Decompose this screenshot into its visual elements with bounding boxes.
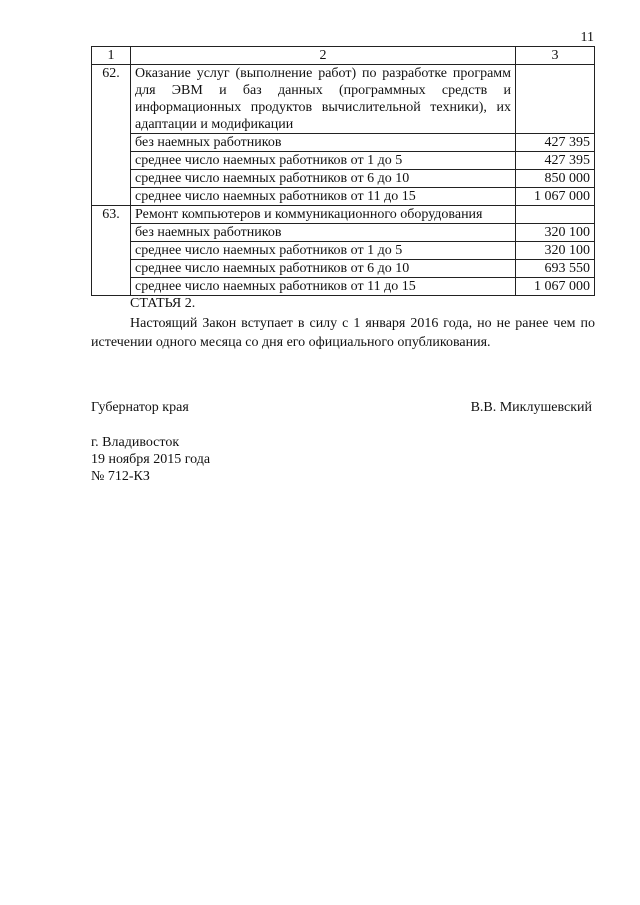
tax-rates-table xyxy=(91,46,595,296)
table-row xyxy=(92,170,595,188)
row-label: среднее число наемных работников от 11 до 15 xyxy=(131,278,516,296)
table-row xyxy=(92,206,595,224)
row-value: 320 100 xyxy=(516,242,595,260)
row-label: среднее число наемных работников от 11 до 15 xyxy=(131,188,516,206)
table-row xyxy=(92,134,595,152)
row-label: без наемных работников xyxy=(131,224,516,242)
row-label: без наемных работников xyxy=(131,134,516,152)
header-col-3: 3 xyxy=(516,47,595,65)
signatory-name: В.В. Миклушевский xyxy=(470,400,592,415)
row-value: 320 100 xyxy=(516,224,595,242)
row-number: 62. xyxy=(92,65,131,206)
meta-number: № 712-КЗ xyxy=(91,469,150,484)
table-row xyxy=(92,242,595,260)
row-title: Оказание услуг (выполнение работ) по разработке программ для ЭВМ и баз данных (программных средств и информационных продуктов вычислительной техники), их адаптации и модификации xyxy=(131,65,516,134)
signatory-position: Губернатор края xyxy=(91,400,189,415)
row-value: 1 067 000 xyxy=(516,278,595,296)
table-row xyxy=(92,65,595,134)
row-label: среднее число наемных работников от 1 до 5 xyxy=(131,152,516,170)
meta-city: г. Владивосток xyxy=(91,435,180,450)
row-number: 63. xyxy=(92,206,131,296)
row-label: среднее число наемных работников от 1 до 5 xyxy=(131,242,516,260)
row-value: 427 395 xyxy=(516,134,595,152)
header-col-1: 1 xyxy=(92,47,131,65)
row-value: 850 000 xyxy=(516,170,595,188)
table-header-row xyxy=(92,47,595,65)
article-title: СТАТЬЯ 2. xyxy=(130,296,196,311)
row-label: среднее число наемных работников от 6 до 10 xyxy=(131,260,516,278)
table-row xyxy=(92,224,595,242)
row-value: 427 395 xyxy=(516,152,595,170)
page-number: 11 xyxy=(580,30,594,45)
row-label: среднее число наемных работников от 6 до 10 xyxy=(131,170,516,188)
table-row xyxy=(92,278,595,296)
table-row xyxy=(92,152,595,170)
article-text: Настоящий Закон вступает в силу с 1 января 2016 года, но не ранее чем по истечении одного месяца со дня его официального опубликования. xyxy=(91,316,595,350)
meta-date: 19 ноября 2015 года xyxy=(91,452,211,467)
table-row xyxy=(92,260,595,278)
document-meta xyxy=(91,434,210,485)
row-value: 693 550 xyxy=(516,260,595,278)
row-value: 1 067 000 xyxy=(516,188,595,206)
table-row xyxy=(92,188,595,206)
row-title: Ремонт компьютеров и коммуникационного оборудования xyxy=(131,206,516,224)
header-col-2: 2 xyxy=(131,47,516,65)
